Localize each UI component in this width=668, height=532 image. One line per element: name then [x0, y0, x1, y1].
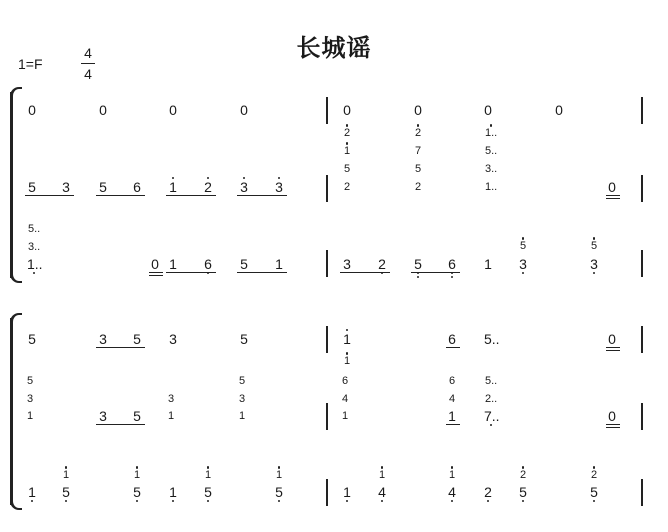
note: 5.. [28, 222, 41, 235]
note: 1 [275, 468, 283, 481]
note: 4 [378, 484, 386, 500]
note: 5 [343, 162, 351, 175]
note: 0 [608, 331, 616, 347]
note: 3 [169, 331, 177, 347]
octave-dot [417, 124, 420, 127]
note: 2 [590, 468, 598, 481]
note: 7 [414, 144, 422, 157]
rhythm-underline [606, 424, 620, 425]
note: 0 [240, 102, 248, 118]
note: 6 [341, 374, 349, 387]
octave-dot [381, 466, 384, 469]
barline [641, 326, 643, 353]
note: 0 [28, 102, 36, 118]
note: 0 [608, 179, 616, 195]
note: 5 [133, 331, 141, 347]
note: 4 [448, 392, 456, 405]
note: 0 [414, 102, 422, 118]
note: 5 [28, 331, 36, 347]
note: 0 [608, 408, 616, 424]
barline [641, 403, 643, 430]
note: 1 [448, 468, 456, 481]
note: 6 [133, 179, 141, 195]
barline [641, 97, 643, 124]
octave-dot [522, 466, 525, 469]
note: 0 [343, 102, 351, 118]
note: 3 [62, 179, 70, 195]
note: 3 [99, 408, 107, 424]
octave-dot [207, 500, 210, 503]
octave-dot [593, 466, 596, 469]
note: 1.. [27, 256, 43, 272]
octave-dot [487, 500, 490, 503]
rhythm-underline [96, 347, 145, 348]
rhythm-underline [446, 424, 460, 425]
note: 5 [519, 484, 527, 500]
octave-dot [136, 466, 139, 469]
score-title: 长城谣 [296, 34, 372, 62]
note: 1 [62, 468, 70, 481]
rhythm-underline [606, 198, 620, 199]
note: 3.. [28, 240, 41, 253]
note: 5.. [485, 374, 498, 387]
octave-dot [593, 500, 596, 503]
rhythm-underline [606, 427, 620, 428]
barline [641, 479, 643, 506]
note: 2 [414, 126, 422, 139]
rhythm-underline [237, 195, 287, 196]
octave-dot [381, 272, 384, 275]
note: 1.. [485, 180, 498, 193]
note: 5.. [484, 331, 500, 347]
barline [326, 479, 328, 506]
note: 1 [343, 331, 351, 347]
barline [641, 175, 643, 202]
note: 3 [26, 392, 34, 405]
octave-dot [65, 466, 68, 469]
note: 3 [275, 179, 283, 195]
rhythm-underline [606, 347, 620, 348]
octave-dot [417, 276, 420, 279]
note: 1 [484, 256, 492, 272]
note: 2 [484, 484, 492, 500]
note: 3 [519, 256, 527, 272]
note: 1 [343, 144, 351, 157]
octave-dot [417, 272, 420, 275]
note: 1 [26, 409, 34, 422]
note: 7.. [484, 408, 500, 424]
octave-dot [278, 500, 281, 503]
rhythm-underline [606, 350, 620, 351]
note: 2 [204, 179, 212, 195]
rhythm-underline [237, 272, 287, 273]
note: 5 [590, 484, 598, 500]
octave-dot [451, 500, 454, 503]
time-signature [79, 44, 97, 83]
note: 1 [275, 256, 283, 272]
octave-dot [490, 124, 493, 127]
octave-dot [172, 500, 175, 503]
note: 2 [519, 468, 527, 481]
barline [326, 403, 328, 430]
note: 0 [555, 102, 563, 118]
note: 6 [448, 374, 456, 387]
octave-dot [346, 500, 349, 503]
note: 5 [28, 179, 36, 195]
system-brace [10, 318, 13, 505]
rhythm-underline [96, 195, 145, 196]
system-brace [10, 92, 13, 278]
note: 5 [414, 256, 422, 272]
note: 1 [448, 408, 456, 424]
note: 1.. [485, 126, 498, 139]
note: 5 [62, 484, 70, 500]
octave-dot [346, 352, 349, 355]
note: 0 [151, 256, 159, 272]
octave-dot [381, 500, 384, 503]
barline [641, 250, 643, 277]
key-signature: 1=F [18, 56, 43, 72]
octave-dot [207, 466, 210, 469]
octave-dot [522, 272, 525, 275]
octave-dot [65, 500, 68, 503]
octave-dot [451, 466, 454, 469]
barline [326, 250, 328, 277]
note: 5.. [485, 144, 498, 157]
rhythm-underline [606, 195, 620, 196]
octave-dot [346, 142, 349, 145]
octave-dot [451, 276, 454, 279]
note: 1 [238, 409, 246, 422]
barline [326, 97, 328, 124]
note: 1 [204, 468, 212, 481]
note: 1 [378, 468, 386, 481]
note: 1 [169, 256, 177, 272]
octave-dot [207, 272, 210, 275]
octave-dot [490, 424, 493, 427]
note: 0 [99, 102, 107, 118]
note: 3 [240, 179, 248, 195]
note: 1 [341, 409, 349, 422]
note: 0 [484, 102, 492, 118]
note: 6 [204, 256, 212, 272]
note: 5 [240, 256, 248, 272]
note: 3 [167, 392, 175, 405]
note: 5 [133, 484, 141, 500]
octave-dot [346, 124, 349, 127]
note: 5 [204, 484, 212, 500]
note: 1 [133, 468, 141, 481]
note: 5 [26, 374, 34, 387]
time-signature-line [81, 63, 95, 64]
octave-dot [33, 272, 36, 275]
note: 0 [169, 102, 177, 118]
note: 5 [238, 374, 246, 387]
note: 6 [448, 256, 456, 272]
rhythm-underline [149, 272, 163, 273]
note: 5 [414, 162, 422, 175]
note: 5 [240, 331, 248, 347]
rhythm-underline [446, 347, 460, 348]
rhythm-underline [166, 195, 216, 196]
time-signature-numerator: 4 [84, 45, 92, 61]
note: 1 [28, 484, 36, 500]
note: 1 [167, 409, 175, 422]
note: 2 [414, 180, 422, 193]
note: 2 [343, 180, 351, 193]
octave-dot [451, 272, 454, 275]
rhythm-underline [149, 275, 163, 276]
octave-dot [593, 237, 596, 240]
note: 5 [590, 239, 598, 252]
note: 2 [378, 256, 386, 272]
rhythm-underline [25, 195, 74, 196]
barline [326, 175, 328, 202]
note: 2 [343, 126, 351, 139]
note: 5 [519, 239, 527, 252]
note: 4 [341, 392, 349, 405]
note: 3.. [485, 162, 498, 175]
note: 5 [133, 408, 141, 424]
note: 4 [448, 484, 456, 500]
note: 3 [99, 331, 107, 347]
octave-dot [278, 466, 281, 469]
barline [326, 326, 328, 353]
time-signature-denominator: 4 [84, 66, 92, 82]
note: 3 [238, 392, 246, 405]
note: 5 [99, 179, 107, 195]
note: 1 [169, 484, 177, 500]
note: 1 [343, 484, 351, 500]
octave-dot [522, 237, 525, 240]
note: 5 [275, 484, 283, 500]
note: 3 [590, 256, 598, 272]
note: 1 [169, 179, 177, 195]
rhythm-underline [96, 424, 145, 425]
note: 1 [343, 354, 351, 367]
octave-dot [593, 272, 596, 275]
octave-dot [522, 500, 525, 503]
note: 3 [343, 256, 351, 272]
octave-dot [136, 500, 139, 503]
note: 2.. [485, 392, 498, 405]
octave-dot [31, 500, 34, 503]
note: 6 [448, 331, 456, 347]
